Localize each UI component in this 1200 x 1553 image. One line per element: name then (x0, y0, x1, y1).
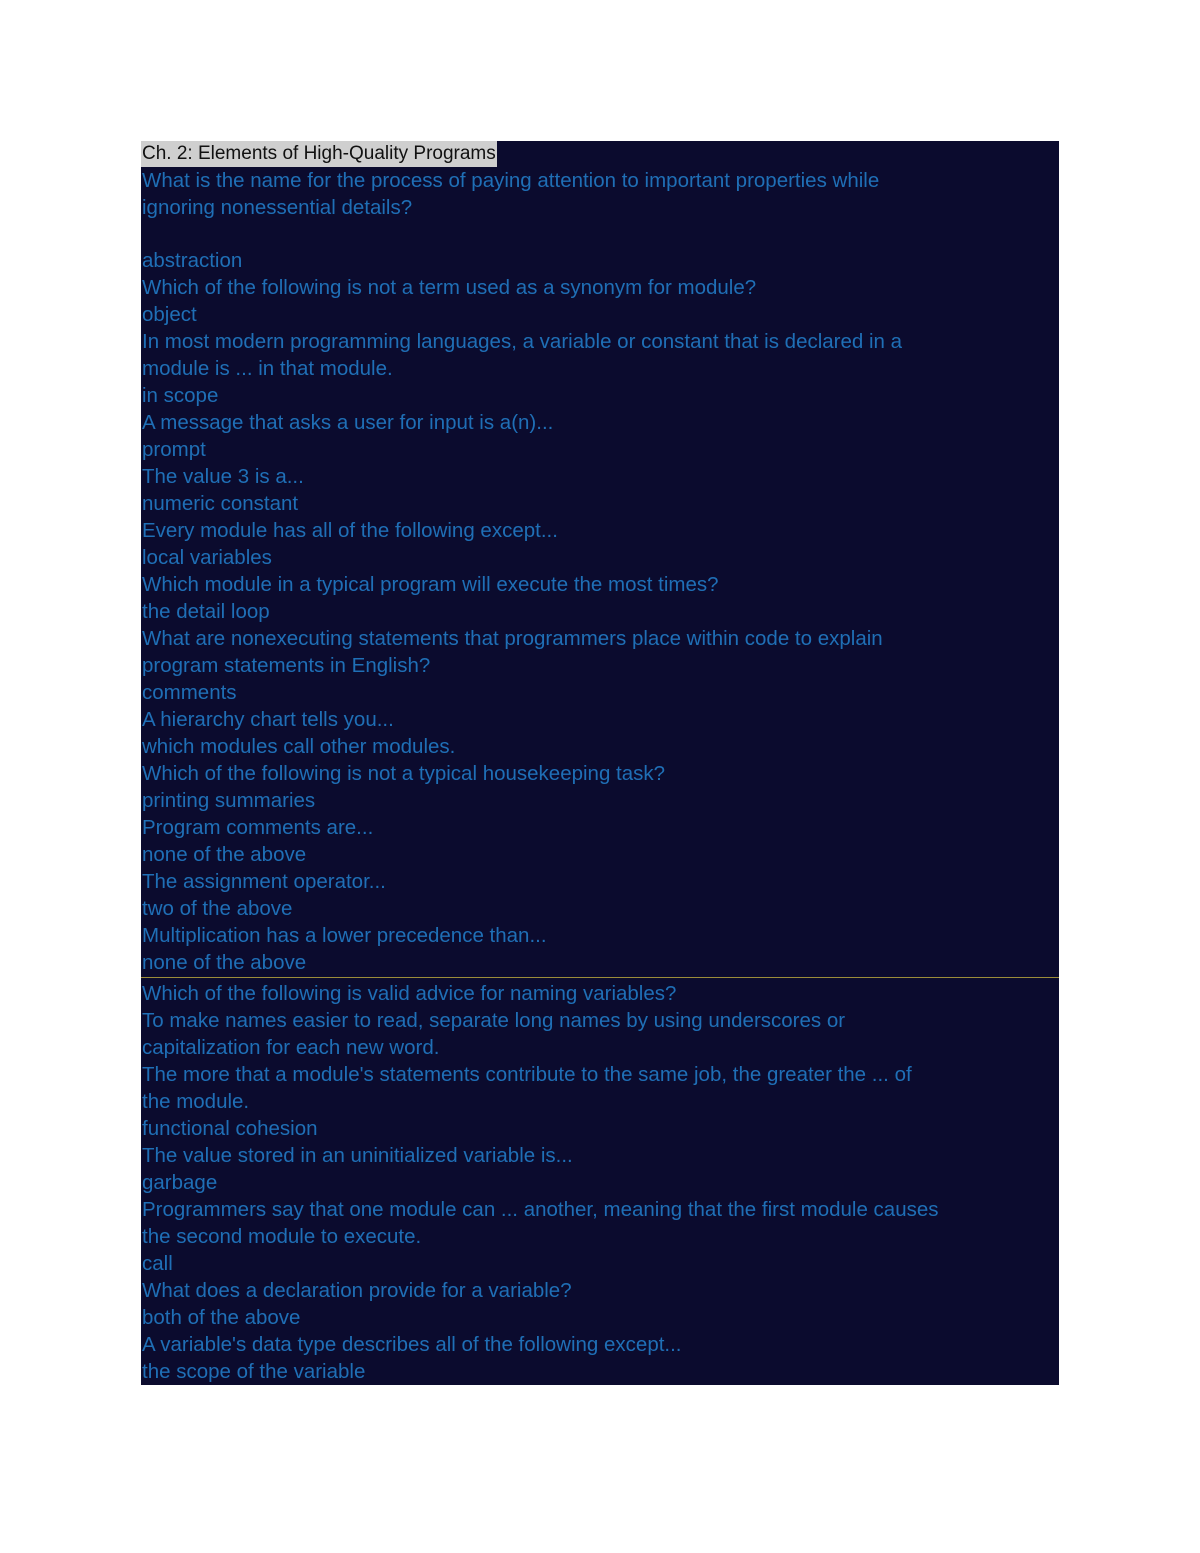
text-line: object (142, 303, 197, 326)
text-line: both of the above (142, 1306, 301, 1329)
text-line: The value stored in an uninitialized variable is... (142, 1144, 573, 1167)
text-line: the second module to execute. (142, 1225, 422, 1248)
text-line: two of the above (142, 897, 293, 920)
text-line: which modules call other modules. (142, 735, 456, 758)
text-line: local variables (142, 546, 272, 569)
text-line: Which of the following is not a term used as a synonym for module? (142, 276, 757, 299)
section-2-lines (141, 980, 1059, 1385)
text-line: The value 3 is a... (142, 465, 304, 488)
text-line: A variable's data type describes all of the following except... (142, 1333, 682, 1356)
text-line: The more that a module's statements contribute to the same job, the greater the ... of (142, 1063, 912, 1086)
text-line: What does a declaration provide for a variable? (142, 1279, 572, 1302)
text-line: program statements in English? (142, 654, 431, 677)
text-line: Which of the following is valid advice for naming variables? (142, 982, 677, 1005)
text-line: garbage (142, 1171, 218, 1194)
text-line: prompt (142, 438, 206, 461)
text-line: functional cohesion (142, 1117, 318, 1140)
section-1-lines (141, 167, 1059, 976)
text-line: Which module in a typical program will execute the most times? (142, 573, 719, 596)
text-line: none of the above (142, 843, 307, 866)
text-line: numeric constant (142, 492, 299, 515)
text-line (141, 221, 1059, 247)
text-line: Which of the following is not a typical housekeeping task? (142, 762, 666, 785)
text-line: The assignment operator... (142, 870, 386, 893)
document-title: Ch. 2: Elements of High-Quality Programs (141, 141, 497, 167)
text-line: in scope (142, 384, 219, 407)
text-line: the module. (142, 1090, 250, 1113)
text-line: abstraction (142, 249, 243, 272)
text-line: printing summaries (142, 789, 316, 812)
text-line: Program comments are... (142, 816, 374, 839)
text-line: What are nonexecuting statements that programmers place within code to explain (142, 627, 883, 650)
text-line: Every module has all of the following except... (142, 519, 558, 542)
text-line: call (142, 1252, 173, 1275)
text-line: none of the above (142, 951, 307, 974)
text-line: Programmers say that one module can ... another, meaning that the first module causes (142, 1198, 939, 1221)
text-line: A message that asks a user for input is a(n)... (142, 411, 554, 434)
text-line: comments (142, 681, 237, 704)
section-divider (141, 977, 1059, 978)
text-line: What is the name for the process of paying attention to important properties while (142, 169, 880, 192)
text-line: capitalization for each new word. (142, 1036, 440, 1059)
text-line: ignoring nonessential details? (142, 196, 413, 219)
text-line: the detail loop (142, 600, 270, 623)
text-line: A hierarchy chart tells you... (142, 708, 394, 731)
text-line: Multiplication has a lower precedence than... (142, 924, 547, 947)
text-line: module is ... in that module. (142, 357, 393, 380)
text-line: To make names easier to read, separate long names by using underscores or (142, 1009, 846, 1032)
text-line: In most modern programming languages, a variable or constant that is declared in a (142, 330, 903, 353)
text-line: the scope of the variable (142, 1360, 366, 1383)
